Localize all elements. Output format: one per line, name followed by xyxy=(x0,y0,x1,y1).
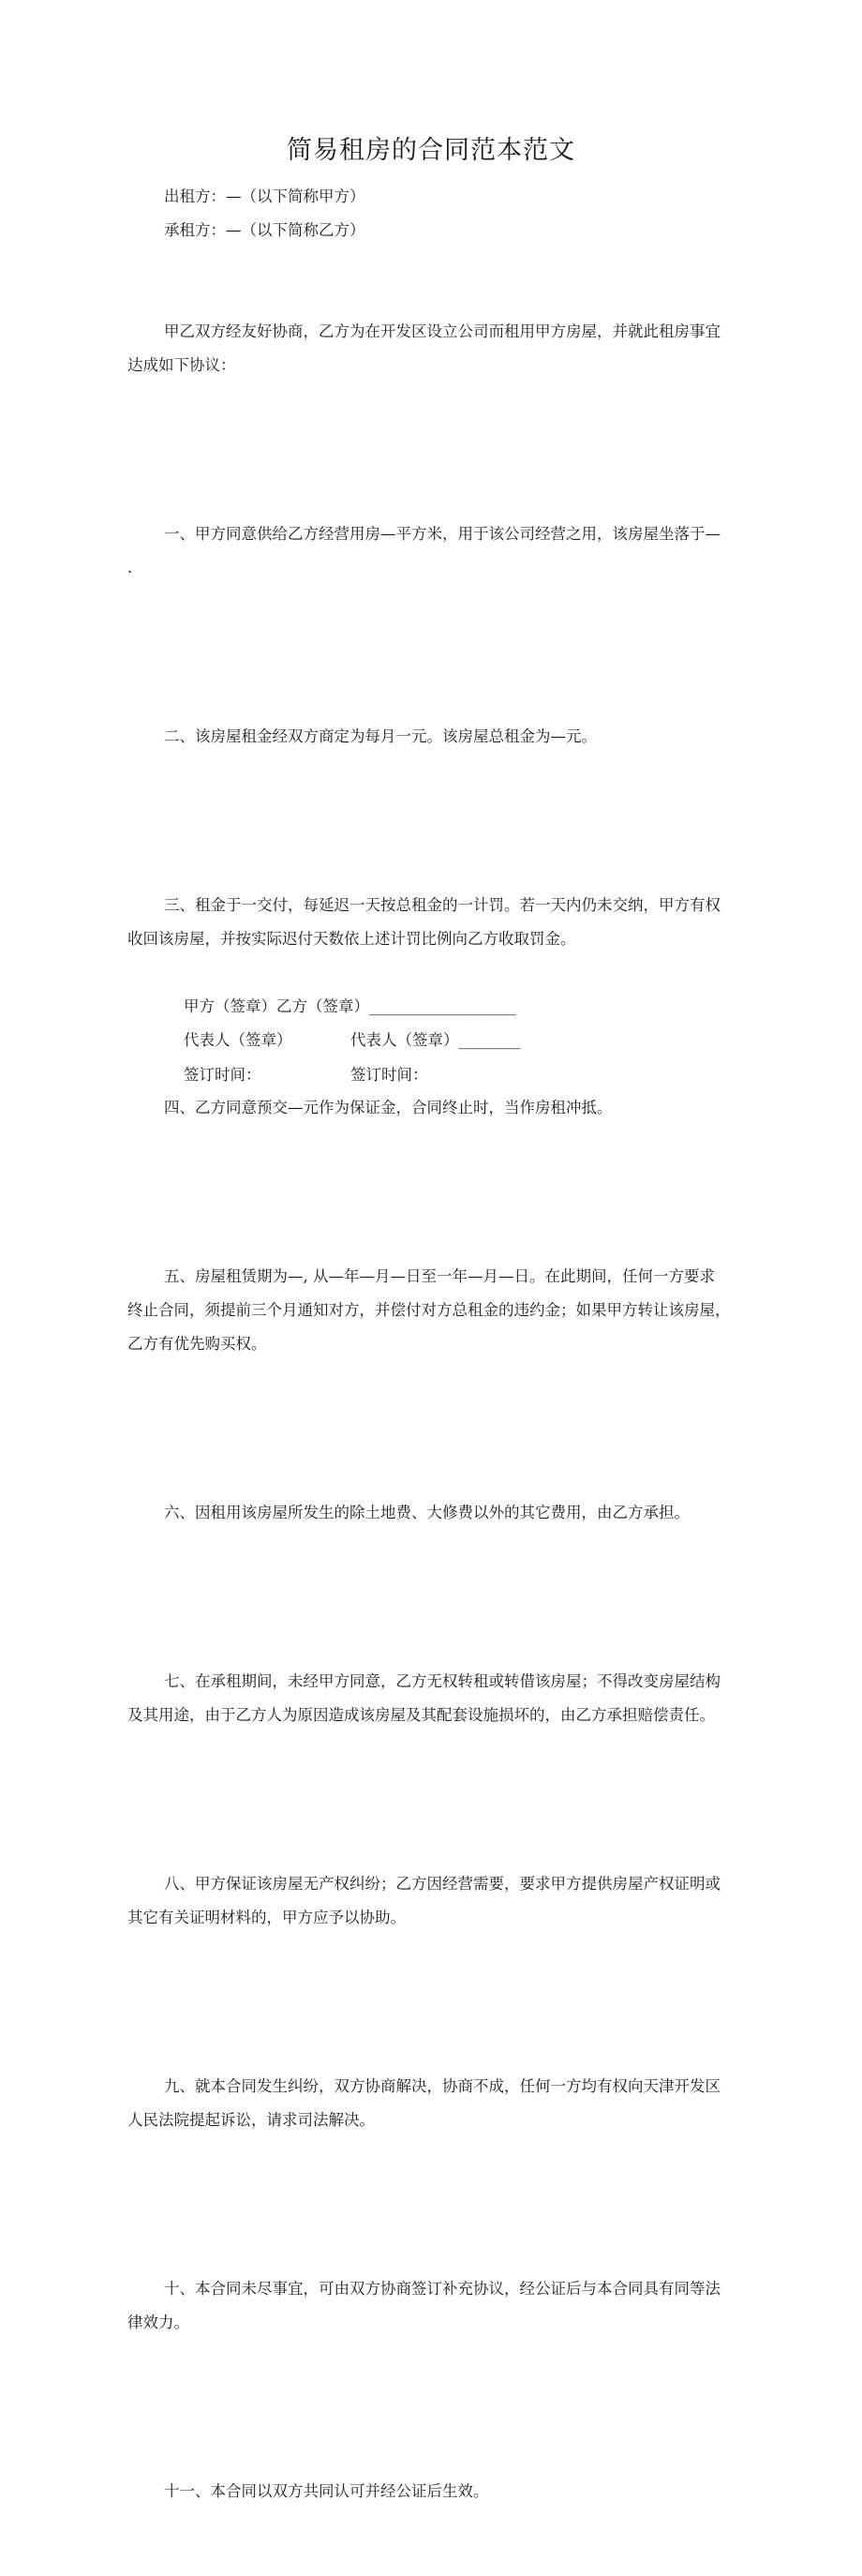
clause-9 xyxy=(127,2002,741,2205)
signature-row-dates xyxy=(164,1025,427,1126)
lessor-line: 出租方：—（以下简称甲方） xyxy=(164,187,365,205)
paragraph-line: 七、在承租期间，未经甲方同意，乙方无权转租或转借该房屋；不得改变房屋结构 xyxy=(164,1672,721,1690)
paragraph-line: 终止合同，须提前三个月通知对方，并偿付对方总租金的违约金；如果甲方转让该房屋， xyxy=(127,1301,731,1319)
paragraph-line: 及其用途，由于乙方人为原因造成该房屋及其配套设施损坏的，由乙方承担赔偿责任。 xyxy=(127,1706,715,1724)
paragraph-line: 六、因租用该房屋所发生的除土地费、大修费以外的其它费用，由乙方承担。 xyxy=(164,1504,690,1521)
paragraph-line: 乙方有优先购买权。 xyxy=(127,1335,267,1353)
clause-2 xyxy=(164,652,741,821)
paragraph-line: 律效力。 xyxy=(127,2314,189,2331)
party-signature-line: 甲方（签章）乙方（签章）___________________ xyxy=(183,997,516,1015)
paragraph-line: 九、就本合同发生纠纷，双方协商解决，协商不成，任何一方均有权向天津开发区 xyxy=(164,2077,721,2095)
paragraph-line: 五、房屋租赁期为—, 从—年—月—日至一年—月—日。在此期间，任何一方要求 xyxy=(164,1267,715,1285)
clause-6 xyxy=(164,1429,741,1597)
paragraph-line: 十、本合同未尽事宜，可由双方协商签订补充协议，经公证后与本合同具有同等法 xyxy=(164,2280,721,2298)
clause-8 xyxy=(127,1800,741,2002)
lessee-signing-date-label: 签订时间： xyxy=(349,1066,428,1084)
paragraph-line: 三、租金于一交付，每延迟一天按总租金的一计罚。若一天内仍未交纳，甲方有权 xyxy=(164,896,721,914)
clause-11 xyxy=(164,2407,741,2576)
paragraph-line: 人民法院提起诉讼，请求司法解决。 xyxy=(127,2111,375,2129)
lessee-representative-label: 代表人（签章）________ xyxy=(349,1031,521,1049)
paragraph-line: 十一、本合同以双方共同认可并经公证后生效。 xyxy=(164,2482,489,2500)
document-title: 简易租房的合同范本范文 xyxy=(287,136,575,165)
clause-10 xyxy=(127,2205,741,2407)
paragraph-line: 达成如下协议： xyxy=(127,356,236,374)
lessee-line: 承租方：—（以下简称乙方） xyxy=(164,221,365,239)
clause-5 xyxy=(127,1192,741,1429)
document-body xyxy=(127,180,741,2576)
paragraph-line: 八、甲方保证该房屋无产权纠纷；乙方因经营需要，要求甲方提供房屋产权证明或 xyxy=(164,1875,721,1893)
paragraph-line: 一、甲方同意供给乙方经营用房—平方米，用于该公司经营之用，该房屋坐落于— xyxy=(164,525,721,543)
intro-paragraph xyxy=(127,247,741,450)
lessor-signing-date-label: 签订时间： xyxy=(183,1066,261,1084)
paragraph-line: 二、该房屋租金经双方商定为每月一元。该房屋总租金为—元。 xyxy=(164,727,597,745)
paragraph-line: 四、乙方同意预交—元作为保证金，合同终止时，当作房租冲抵。 xyxy=(164,1099,613,1116)
paragraph-line: . xyxy=(127,559,133,577)
clause-1 xyxy=(127,450,741,652)
lessor-representative-label: 代表人（签章） xyxy=(183,1031,292,1049)
paragraph-line: 收回该房屋，并按实际迟付天数依上述计罚比例向乙方收取罚金。 xyxy=(127,930,576,948)
paragraph-line: 甲乙双方经友好协商，乙方为在开发区设立公司而租用甲方房屋，并就此租房事宜 xyxy=(164,322,721,340)
clause-7 xyxy=(127,1597,741,1800)
paragraph-line: 其它有关证明材料的，甲方应予以协助。 xyxy=(127,1909,406,1926)
